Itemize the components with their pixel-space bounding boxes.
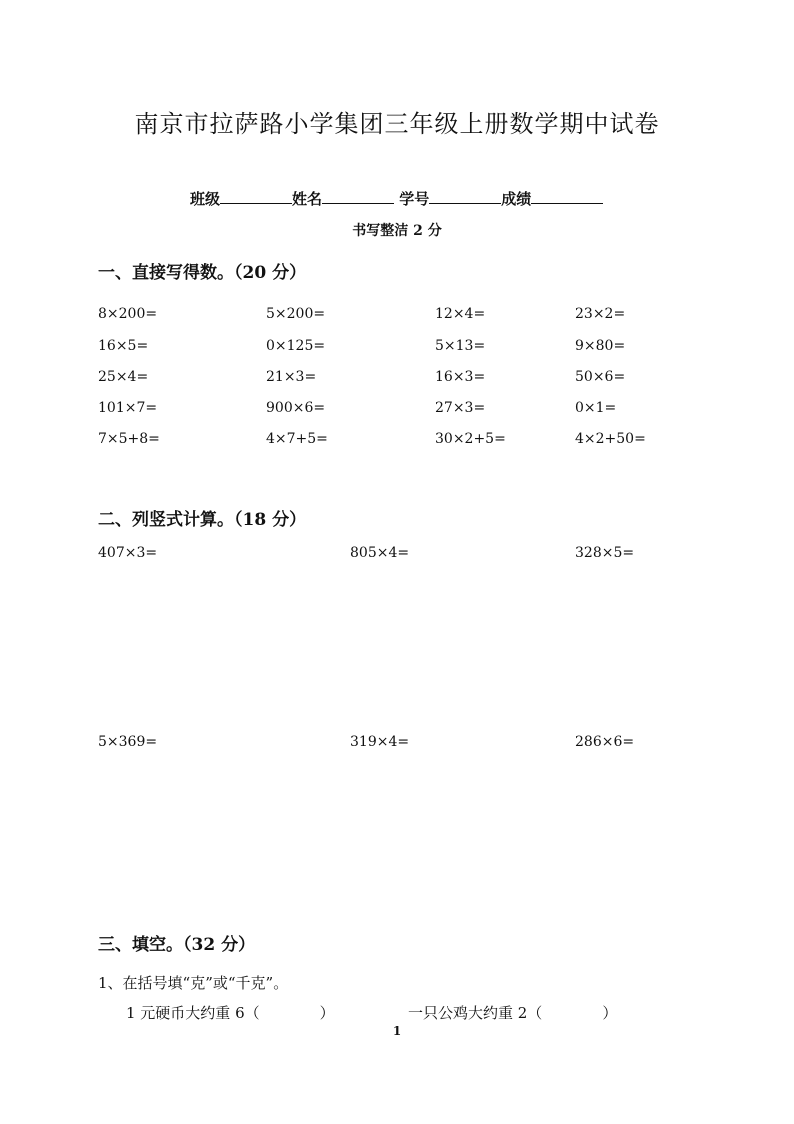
class-blank	[220, 189, 292, 204]
calc-item: 5×13=	[435, 338, 486, 354]
calc-item: 7×5+8=	[98, 431, 160, 447]
vertical-calc-item: 805×4=	[350, 545, 410, 561]
question-1: 1、在括号填“克”或“千克”。	[98, 974, 289, 992]
calc-item: 25×4=	[98, 369, 149, 385]
calc-item: 101×7=	[98, 400, 158, 416]
calc-item: 4×7+5=	[266, 431, 328, 447]
calc-item: 4×2+50=	[575, 431, 646, 447]
vertical-calc-item: 286×6=	[575, 734, 635, 750]
name-label: 姓名	[292, 190, 323, 208]
section3-heading: 三、填空。（32 分）	[98, 935, 256, 955]
calc-item: 0×1=	[575, 400, 617, 416]
calc-item: 27×3=	[435, 400, 486, 416]
calc-item: 8×200=	[98, 306, 158, 322]
student-info	[190, 188, 603, 209]
calc-item: 9×80=	[575, 338, 626, 354]
section2-heading: 二、列竖式计算。（18 分）	[98, 510, 307, 530]
calc-item: 900×6=	[266, 400, 326, 416]
calc-item: 21×3=	[266, 369, 317, 385]
calc-item: 16×3=	[435, 369, 486, 385]
calc-item: 0×125=	[266, 338, 326, 354]
class-label: 班级	[190, 190, 221, 208]
score-blank	[531, 189, 603, 204]
page-title: 南京市拉萨路小学集团三年级上册数学期中试卷	[134, 110, 660, 138]
name-blank	[322, 189, 394, 204]
vertical-calc-item: 328×5=	[575, 545, 635, 561]
question-1a: 1 元硬币大约重 6（ ）	[126, 1004, 335, 1022]
section1-heading: 一、直接写得数。（20 分）	[98, 263, 307, 283]
vertical-calc-item: 407×3=	[98, 545, 158, 561]
id-label: 学号	[399, 190, 430, 208]
vertical-calc-item: 5×369=	[98, 734, 158, 750]
vertical-calc-item: 319×4=	[350, 734, 410, 750]
calc-item: 16×5=	[98, 338, 149, 354]
calc-item: 30×2+5=	[435, 431, 506, 447]
calc-item: 23×2=	[575, 306, 626, 322]
question-1b: 一只公鸡大约重 2（ ）	[408, 1004, 618, 1022]
id-blank	[429, 189, 501, 204]
page-number: 1	[392, 1024, 402, 1038]
neatness-note: 书写整洁 2 分	[352, 223, 442, 239]
calc-item: 5×200=	[266, 306, 326, 322]
calc-item: 50×6=	[575, 369, 626, 385]
calc-item: 12×4=	[435, 306, 486, 322]
score-label: 成绩	[501, 190, 532, 208]
